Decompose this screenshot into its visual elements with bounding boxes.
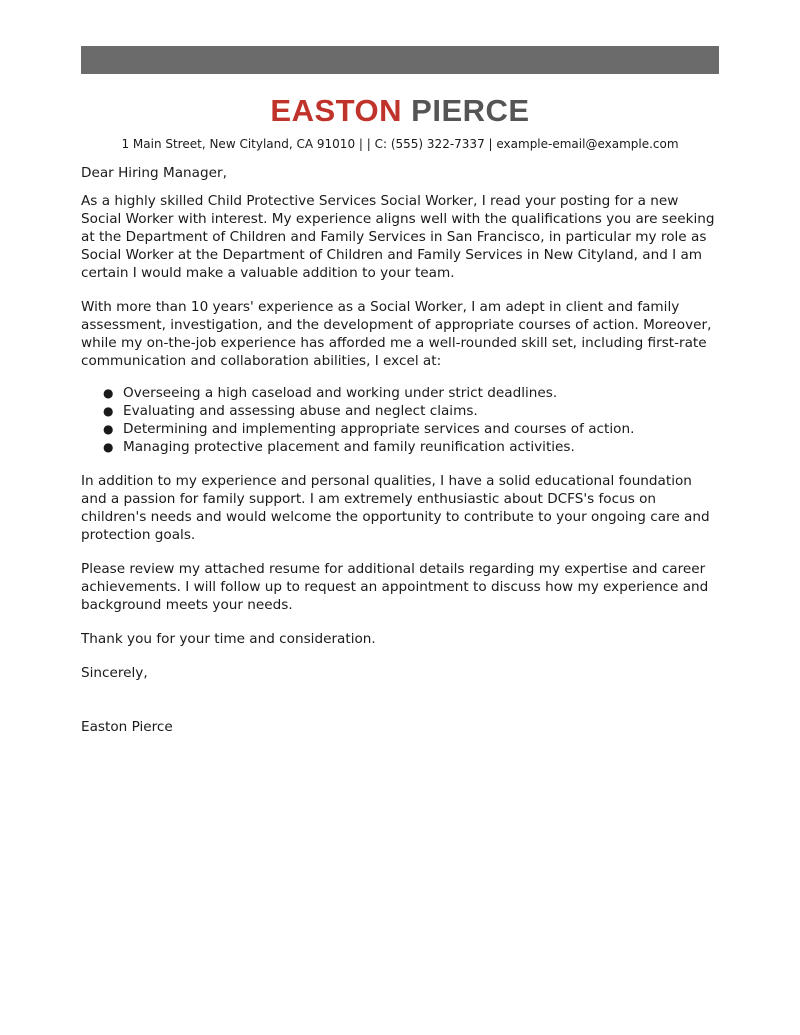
bullet-icon: ● xyxy=(103,440,114,454)
letter-body xyxy=(81,164,721,752)
contact-line: 1 Main Street, New Cityland, CA 91010 | | C: (555) 322-7337 | example-email@example.com xyxy=(121,137,679,151)
bullet-icon: ● xyxy=(103,422,114,436)
skills-list xyxy=(81,384,721,456)
salutation: Dear Hiring Manager, xyxy=(81,165,227,181)
list-item: ● Overseeing a high caseload and working under strict deadlines. xyxy=(103,385,558,401)
paragraph-experience: With more than 10 years' experience as a Social Worker, I am adept in client and family assessment, investigation, and the development of appropriate courses of action. Moreover, while my on-the-job experience has afforded me a well-rounded skill set, including first-rate communication and collaboration abilities, I excel at: xyxy=(81,299,712,369)
paragraph-resume: Please review my attached resume for additional details regarding my expertise and career achievements. I will follow up to request an appointment to discuss how my experience and background meets your needs. xyxy=(81,561,709,613)
bullet-icon: ● xyxy=(103,404,114,418)
last-name: PIERCE xyxy=(411,93,530,128)
paragraph-education: In addition to my experience and personal qualities, I have a solid educational foundation and a passion for family support. I am extremely enthusiastic about DCFS's focus on children's needs and would welcome the opportunity to contribute to your ongoing care and protection goals. xyxy=(81,473,710,543)
paragraph-thanks: Thank you for your time and consideration. xyxy=(81,631,376,647)
first-name: EASTON xyxy=(270,93,403,128)
applicant-name xyxy=(0,92,800,130)
header-bar xyxy=(81,46,719,74)
bullet-icon: ● xyxy=(103,386,114,400)
signature-name: Easton Pierce xyxy=(81,719,173,735)
list-item: ● Evaluating and assessing abuse and neglect claims. xyxy=(103,403,478,419)
closing: Sincerely, xyxy=(81,665,148,681)
paragraph-intro: As a highly skilled Child Protective Services Social Worker, I read your posting for a new Social Worker with interest. My experience aligns well with the qualifications you are seeking at the Department of Children and Family Services in San Francisco, in particular my role as Social Worker at the Department of Children and Family Services in New Cityland, and I am certain I would make a valuable addition to your team. xyxy=(81,193,715,281)
list-item: ● Determining and implementing appropriate services and courses of action. xyxy=(103,421,635,437)
list-item: ● Managing protective placement and family reunification activities. xyxy=(103,439,575,455)
